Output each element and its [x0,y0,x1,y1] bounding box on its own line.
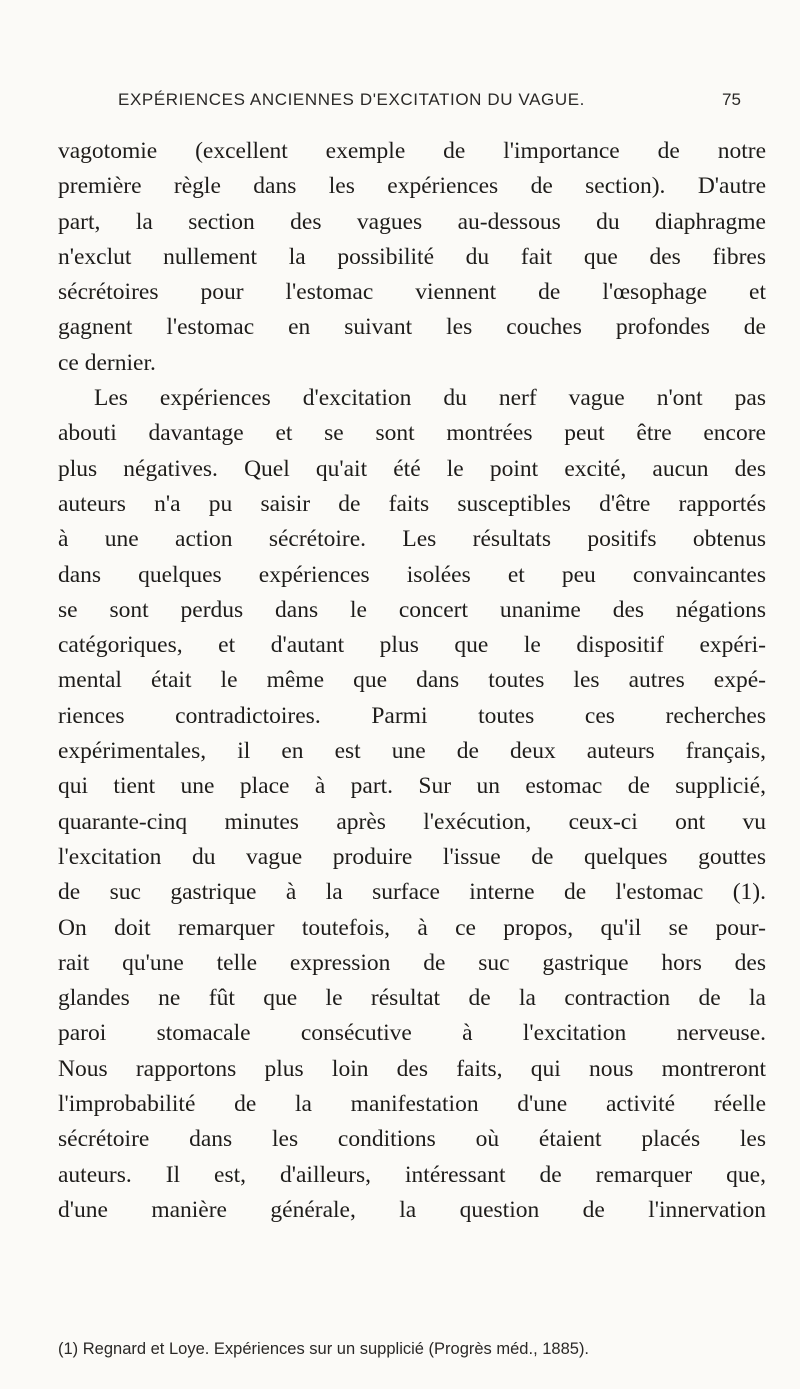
text-line: gagnent l'estomac en suivant les couches profondes de [58,314,766,341]
paragraph [58,134,766,381]
text-line: glandes ne fût que le résultat de la contraction de la [58,985,766,1012]
text-line: plus négatives. Quel qu'ait été le point excité, aucun des [58,455,766,482]
text-line: catégoriques, et d'autant plus que le dispositif expéri- [58,632,766,659]
text-line: part, la section des vagues au-dessous du diaphragme [58,208,766,235]
text-line: rait qu'une telle expression de suc gastrique hors des [58,949,766,976]
text-line: vagotomie (excellent exemple de l'importance de notre [58,138,766,164]
text-line: expérimentales, il en est une de deux auteurs français, [58,738,766,765]
text-line: Les expériences d'excitation du nerf vague n'ont pas [94,385,766,412]
text-line: à une action sécrétoire. Les résultats positifs obtenus [58,526,766,553]
text-line: Nous rapportons plus loin des faits, qui nous montreront [58,1055,766,1082]
text-line: qui tient une place à part. Sur un estomac de supplicié, [58,773,766,800]
text-line: auteurs. Il est, d'ailleurs, intéressant de remarquer que, [58,1161,766,1188]
text-line: ce dernier. [58,349,156,376]
text-line: abouti davantage et se sont montrées peut être encore [58,420,766,447]
text-line: d'une manière générale, la question de l'innervation [58,1196,766,1223]
text-line: paroi stomacale consécutive à l'excitation nerveuse. [58,1020,766,1047]
text-line: n'exclut nullement la possibilité du fait que des fibres [58,243,766,270]
text-line: se sont perdus dans le concert unanime des négations [58,596,766,623]
body-text [58,134,766,1228]
text-line: l'excitation du vague produire l'issue de quelques gouttes [58,843,766,870]
paragraph [58,381,766,1228]
text-line: mental était le même que dans toutes les autres expé- [58,667,766,694]
text-line: riences contradictoires. Parmi toutes ces recherches [58,702,766,729]
text-line: sécrétoires pour l'estomac viennent de l'œsophage et [58,279,766,306]
page-number: 75 [722,90,741,109]
text-line: de suc gastrique à la surface interne de l'estomac (1). [58,879,766,906]
text-line: dans quelques expériences isolées et peu convaincantes [58,561,766,588]
text-line: quarante-cinq minutes après l'exécution, ceux-ci ont vu [58,808,766,835]
text-line: auteurs n'a pu saisir de faits susceptibles d'être rapportés [58,490,766,517]
text-line: première règle dans les expériences de section). D'autre [58,173,766,200]
text-line: On doit remarquer toutefois, à ce propos, qu'il se pour- [58,914,766,941]
text-line: l'improbabilité de la manifestation d'une activité réelle [58,1091,766,1118]
running-head: EXPÉRIENCES ANCIENNES D'EXCITATION DU VAGUE. [118,90,586,109]
footnote: (1) Regnard et Loye. Expériences sur un supplicié (Progrès méd., 1885). [58,1340,590,1358]
text-line: sécrétoire dans les conditions où étaient placés les [58,1126,766,1153]
